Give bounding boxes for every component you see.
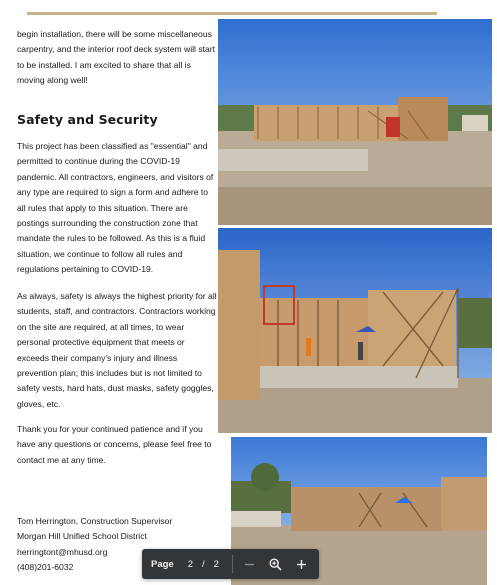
construction-photo-2 (218, 228, 492, 433)
current-page-input[interactable]: 2 (187, 558, 194, 570)
paragraph-2-text: As always, safety is always the highest priority for all students, staff, and contractors. Contractors working on the site are required, at all times, to wear personal protective equipment that meets or exceeds their company's injury and illness prevention plan; this includes but is not limited to safety vests, hard hats, dust masks, safety goggles, gloves, etc. (17, 291, 217, 409)
page-separator: / (202, 558, 205, 570)
toolbar-divider (232, 555, 233, 573)
paragraph-2 (17, 289, 217, 412)
paragraph-1-text: This project has been classified as "essential" and permitted to continue during the COVID-19 pandemic. All contractors, engineers, and visitors of any type are required to sign a form and adhere to all rules that apply to this situation. There are postings surrounding the construction zone that mandate the rules to be followed. As this is a fluid situation, we continue to follow all rules and regulations pertaining to COVID-19. (17, 141, 214, 275)
section-heading: Safety and Security (17, 112, 158, 127)
construction-photo-1 (218, 19, 492, 225)
paragraph-1 (17, 139, 217, 278)
plus-icon (296, 559, 307, 570)
signature-organization: Morgan Hill Unified School District (17, 531, 147, 542)
signature-name: Tom Herrington, Construction Supervisor (17, 516, 173, 526)
signature-email: herringtont@mhusd.org (17, 546, 108, 557)
zoom-in-button[interactable] (290, 552, 314, 576)
zoom-out-button[interactable] (238, 552, 262, 576)
total-pages: 2 (213, 558, 219, 570)
pdf-viewer-toolbar (142, 549, 319, 579)
header-rule (27, 12, 437, 15)
intro-text: begin installation, there will be some miscellaneous carpentry, and the interior roof deck system will start to be installed. I am excited to share that all is moving along well! (17, 29, 216, 86)
zoom-fit-button[interactable] (264, 552, 288, 576)
page-label: Page (151, 558, 174, 570)
intro-paragraph (17, 27, 217, 89)
paragraph-3-text: Thank you for your continued patience and if you have any questions or concerns, please feel free to contact me at any time. (17, 424, 212, 465)
zoom-in-icon (269, 558, 282, 571)
signature-phone: (408)201-6032 (17, 562, 74, 573)
paragraph-3 (17, 422, 217, 468)
zoom-out-icon (244, 559, 255, 570)
